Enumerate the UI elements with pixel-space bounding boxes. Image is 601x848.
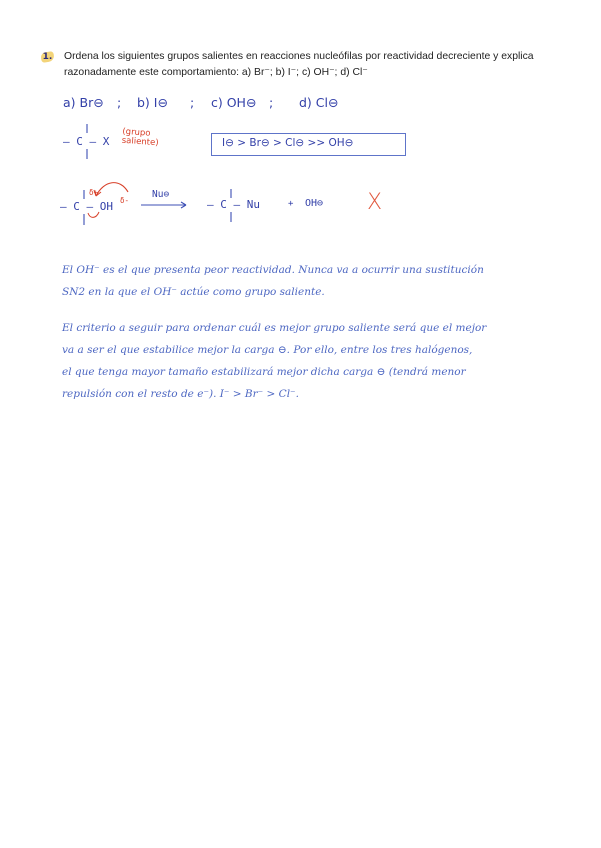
paragraph-line: va a ser el que estabilice mejor la carga ⊖. Por ello, entre los tres halógenos, bbox=[62, 344, 473, 356]
reactivity-order: I⊖ > Br⊖ > Cl⊖ >> OH⊖ bbox=[222, 137, 354, 149]
note-line-1: (grupo bbox=[122, 126, 151, 139]
byproduct: OH⊖ bbox=[305, 198, 324, 209]
note-line-2: saliente) bbox=[121, 135, 159, 149]
nucleophile: Nu⊖ bbox=[152, 189, 170, 200]
paragraph-line: SN2 en la que el OH⁻ actúe como grupo saliente. bbox=[62, 286, 325, 298]
answer-paragraph-2 bbox=[62, 317, 552, 405]
option-c: c) OH⊖ bbox=[211, 95, 257, 110]
option-a: a) Br⊖ bbox=[63, 95, 104, 110]
paragraph-line: El OH⁻ es el que presenta peor reactividad. Nunca va a ocurrir una sustitución bbox=[62, 264, 484, 276]
delta-minus: δ- bbox=[120, 196, 130, 205]
cross-mark: X bbox=[367, 190, 383, 215]
paragraph-line: el que tenga mayor tamaño estabilizará mejor dicha carga ⊖ (tendrá menor bbox=[62, 366, 466, 378]
option-d: d) Cl⊖ bbox=[299, 95, 339, 110]
plus-sign: + bbox=[288, 199, 294, 209]
product: — C — Nu bbox=[207, 198, 260, 211]
answer-paragraph-1 bbox=[62, 259, 552, 303]
paragraph-line: repulsión con el resto de e⁻). I⁻ > Br⁻ > Cl⁻. bbox=[62, 388, 299, 400]
curved-arrow bbox=[96, 183, 128, 196]
reactivity-order-box bbox=[211, 133, 406, 156]
question-line-2: razonadamente este comportamiento: a) Br⁻; b) I⁻; c) OH⁻; d) Cl⁻ bbox=[64, 67, 368, 78]
option-separator: ; bbox=[117, 95, 122, 110]
option-b: b) I⊖ bbox=[137, 95, 168, 110]
paragraph-line: El criterio a seguir para ordenar cuál es mejor grupo saliente será que el mejor bbox=[62, 322, 487, 334]
substrate: — C — OH bbox=[60, 200, 113, 213]
delta-plus: δ+ bbox=[89, 188, 99, 197]
structure-cx: — C — X bbox=[63, 135, 110, 148]
option-separator: ; bbox=[190, 95, 195, 110]
question-number-text: 1. bbox=[42, 52, 53, 62]
question-line-1: Ordena los siguientes grupos salientes en reacciones nucleófilas por reactividad decreciente y explica bbox=[64, 51, 534, 62]
grupo-saliente-note bbox=[121, 128, 159, 149]
option-separator: ; bbox=[269, 95, 274, 110]
